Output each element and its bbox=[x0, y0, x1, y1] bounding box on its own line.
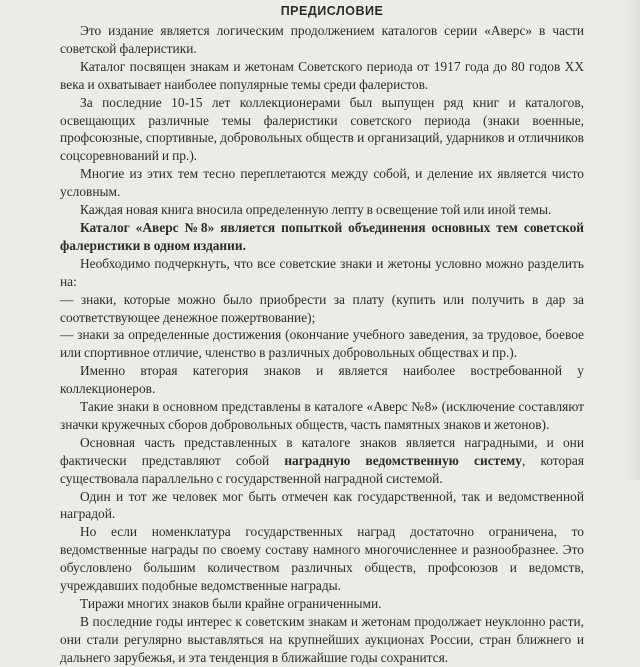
paragraph: Каждая новая книга вносила определенную лепту в освещение той или иной темы. bbox=[80, 202, 552, 218]
page-title: ПРЕДИСЛОВИЕ bbox=[280, 4, 384, 18]
bold-text: Каталог «Аверс №8» является попыткой объединения основных тем советской фалеристики в одном издании. bbox=[60, 219, 584, 253]
page-edge-shadow bbox=[626, 0, 640, 480]
dash-list-item: — знаки за определенные достижения (окончание учебного заведения, за трудовое, боевое или спортивное отличие, членство в различных добровольных обществах и пр.). bbox=[60, 327, 584, 361]
dash-list-item: — знаки, которые можно было приобрести за плату (купить или получить в дар за соответствующее денежное пожертвование); bbox=[60, 291, 584, 325]
paragraph: Именно вторая категория знаков и является наиболее востребованной у коллекционеров. bbox=[60, 363, 584, 397]
paragraph: Но если номенклатура государственных наград достаточно ограничена, то ведомственные награды по своему составу намного многочисленнее и разнообразнее. Это обусловлено большим количеством различных обществ, профсоюзов и ведомств, учреждавших подобные ведомственные награды. bbox=[60, 524, 584, 594]
paragraph: В последние годы интерес к советским знакам и жетонам продолжает неуклонно расти, они стали регулярно выставляться на крупнейших аукционах России, стран ближнего и дальнего зарубежья, и эта тенденция в ближайшие годы сохранится. bbox=[60, 613, 584, 665]
paragraph: Основная часть представленных в каталоге знаков является наградными, и они фактически представляют собой наградную ведомственную систему, которая существовала параллельно с государственной наградной системой. bbox=[60, 434, 584, 486]
paragraph: Необходимо подчеркнуть, что все советские знаки и жетоны условно можно разделить на: bbox=[60, 255, 584, 289]
paragraph: Тиражи многих знаков были крайне ограниченными. bbox=[80, 596, 382, 611]
bold-text: наградную ведомственную систему bbox=[284, 452, 522, 468]
paragraph: Такие знаки в основном представлены в каталоге «Аверс №8» (исключение составляют значки кружечных сборов добровольных обществ, часть памятных знаков и жетонов). bbox=[60, 399, 584, 432]
paragraph: Каталог посвящен знакам и жетонам Советского периода от 1917 года до 80 годов XX века и охватывает наиболее популярные темы среди фалеристов. bbox=[60, 58, 584, 92]
paragraph: Это издание является логическим продолжением каталогов серии «Аверс» в части советской фалеристики. bbox=[60, 23, 584, 56]
paragraph: Многие из этих тем тесно переплетаются между собой, и деление их является чисто условным. bbox=[60, 166, 584, 200]
paragraph: За последние 10-15 лет коллекционерами был выпущен ряд книг и каталогов, освещающих различные темы фалеристики советского периода (знаки военные, профсоюзные, спортивные, добровольных обществ и организаций, ударников и отличников соцсоревнований и пр.). bbox=[60, 94, 584, 164]
bold-paragraph bbox=[60, 219, 584, 255]
paragraph: Один и тот же человек мог быть отмечен как государственной, так и ведомственной наградой. bbox=[60, 488, 584, 522]
